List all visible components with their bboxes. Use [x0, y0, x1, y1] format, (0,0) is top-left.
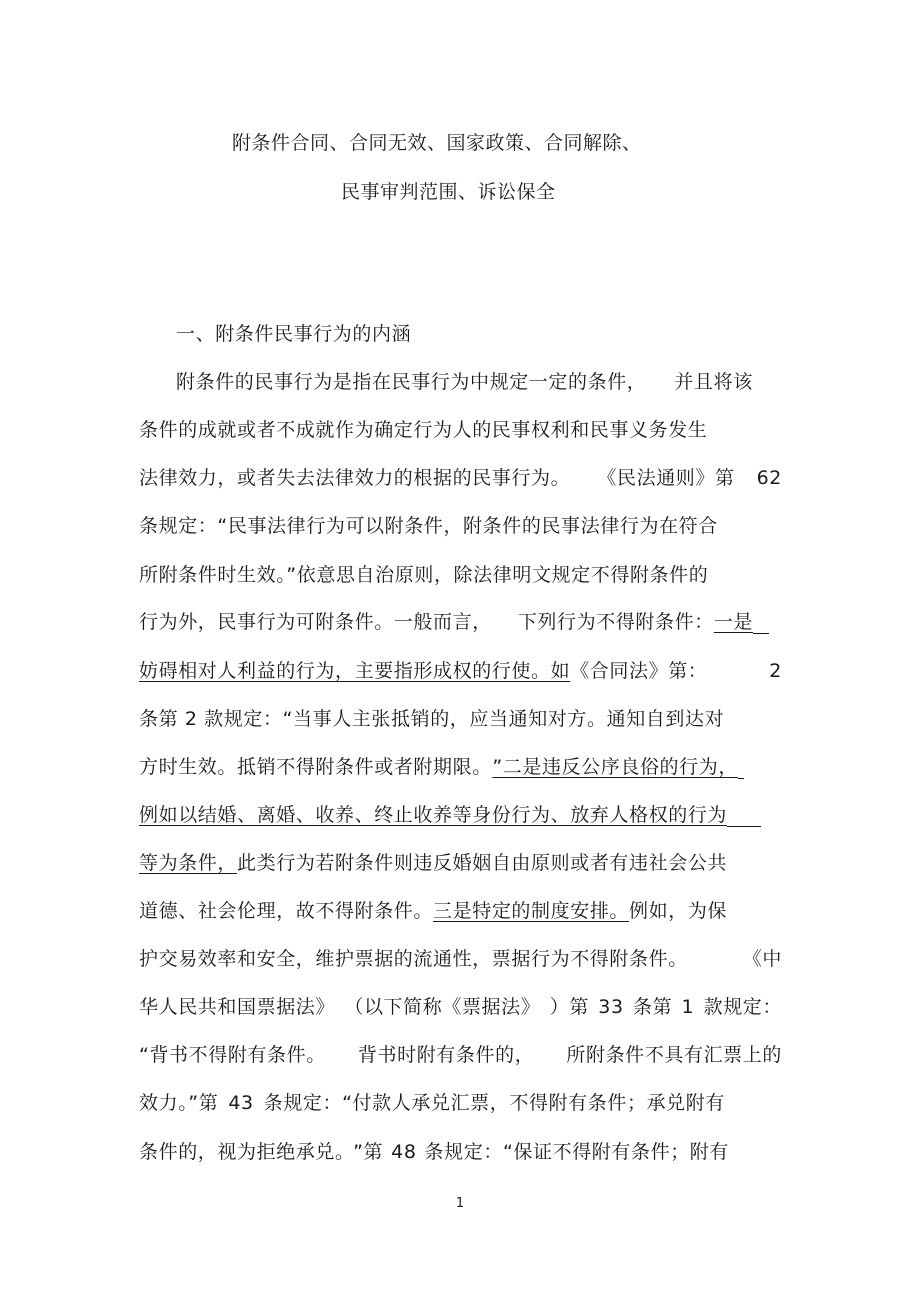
- paragraph-line: [139, 563, 782, 587]
- text-segment: 例如，为保: [629, 900, 728, 922]
- page-number: 1: [455, 1196, 465, 1211]
- text-segment: 并且将该: [674, 371, 753, 393]
- text-segment: 条件的，视为拒绝承兑。: [139, 1141, 346, 1163]
- text-segment: ”第: [353, 1141, 384, 1163]
- text-segment: 条第 2 款规定：“当事人主张抵销的，应当通知对方。通知自到达对: [139, 708, 725, 730]
- underlined-segment: 等为条件，: [139, 852, 238, 874]
- text-segment: 2: [769, 660, 782, 682]
- text-segment: ）第: [549, 996, 589, 1018]
- text-segment: 所附条件不具有汇票上的: [566, 1044, 782, 1066]
- text-segment: 款规定：: [703, 996, 782, 1018]
- text-segment: 道德、社会伦理，故不得附条件。: [139, 900, 434, 922]
- text-segment: 《民法通则》第: [597, 467, 735, 489]
- underlined-segment: 三是特定的制度安排。: [433, 900, 630, 922]
- paragraph-line: [139, 1140, 782, 1164]
- paragraph-line: [139, 803, 782, 827]
- paragraph-line: [139, 851, 782, 875]
- paragraph-line: [139, 707, 782, 731]
- text-segment: 62: [756, 467, 782, 489]
- text-segment: 条规定：“付款人承兑汇票，不得附有条件；承兑附有: [263, 1092, 725, 1114]
- paragraph-line: [176, 370, 782, 394]
- text-segment: 华人民共和国票据法》: [139, 996, 336, 1018]
- underline-filler: [738, 756, 744, 779]
- paragraph-line: [139, 610, 782, 634]
- text-segment: 条规定：“民事法律行为可以附条件，附条件的民事法律行为在符合: [139, 515, 718, 537]
- document-title-line-1: 附条件合同、合同无效、国家政策、合同解除、: [232, 132, 642, 154]
- underlined-segment: 例如以结婚、离婚、收养、终止收养等身份行为、放弃人格权的行为: [139, 804, 728, 826]
- paragraph-line: [139, 659, 782, 683]
- text-segment: 48: [391, 1141, 417, 1163]
- text-segment: 条规定：“保证不得附有条件；附有: [424, 1141, 729, 1163]
- text-segment: 1: [681, 996, 695, 1018]
- paragraph-line: [139, 466, 782, 490]
- paragraph-line: [139, 1043, 782, 1067]
- paragraph-line: [139, 1091, 782, 1115]
- text-segment: 所附条件时生效。”依意思自治原则，除法律明文规定不得附条件的: [139, 564, 709, 586]
- text-segment: （以下简称《票据法》: [344, 996, 541, 1018]
- text-segment: 背书时附有条件的，: [357, 1044, 535, 1066]
- text-segment: “背书不得附有条件。: [139, 1044, 326, 1066]
- underlined-segment: 一是: [713, 611, 754, 633]
- underlined-segment: ”二是违反公序良俗的行为，: [492, 756, 738, 778]
- text-segment: 33: [598, 996, 624, 1018]
- document-title-line-2: 民事审判范围、诉讼保全: [341, 181, 556, 203]
- text-segment: 条件的成就或者不成就作为确定行为人的民事权利和民事义务发生: [139, 419, 708, 441]
- paragraph-line: [139, 418, 782, 442]
- text-segment: 《中: [742, 948, 782, 970]
- text-segment: 法律效力，或者失去法律效力的根据的民事行为。: [139, 467, 571, 489]
- underline-filler: [753, 611, 769, 634]
- underlined-segment: 妨碍相对人利益的行为，主要指形成权的行使。如: [139, 660, 571, 682]
- text-segment: 附条件的民事行为是指在民事行为中规定一定的条件，: [176, 371, 647, 393]
- paragraph-line: [139, 899, 782, 923]
- text-segment: 43: [228, 1092, 254, 1114]
- paragraph-line: [139, 995, 782, 1019]
- text-segment: 《合同法》第：: [570, 660, 708, 682]
- section-heading: 一、附条件民事行为的内涵: [176, 323, 412, 345]
- text-segment: 护交易效率和安全，维护票据的流通性，票据行为不得附条件。: [139, 948, 688, 970]
- paragraph-line: [139, 755, 782, 779]
- paragraph-line: [139, 947, 782, 971]
- text-segment: 此类行为若附条件则违反婚姻自由原则或者有违社会公共: [237, 852, 728, 874]
- text-segment: 方时生效。抵销不得附条件或者附期限。: [139, 756, 483, 778]
- text-segment: 条第: [633, 996, 673, 1018]
- paragraph-line: [139, 514, 782, 538]
- text-segment: 行为外，民事行为可附条件。一般而言，: [139, 611, 492, 633]
- text-segment: 下列行为不得附条件：: [517, 611, 714, 633]
- text-segment: 效力。”第: [139, 1092, 219, 1114]
- underline-filler: [727, 804, 761, 827]
